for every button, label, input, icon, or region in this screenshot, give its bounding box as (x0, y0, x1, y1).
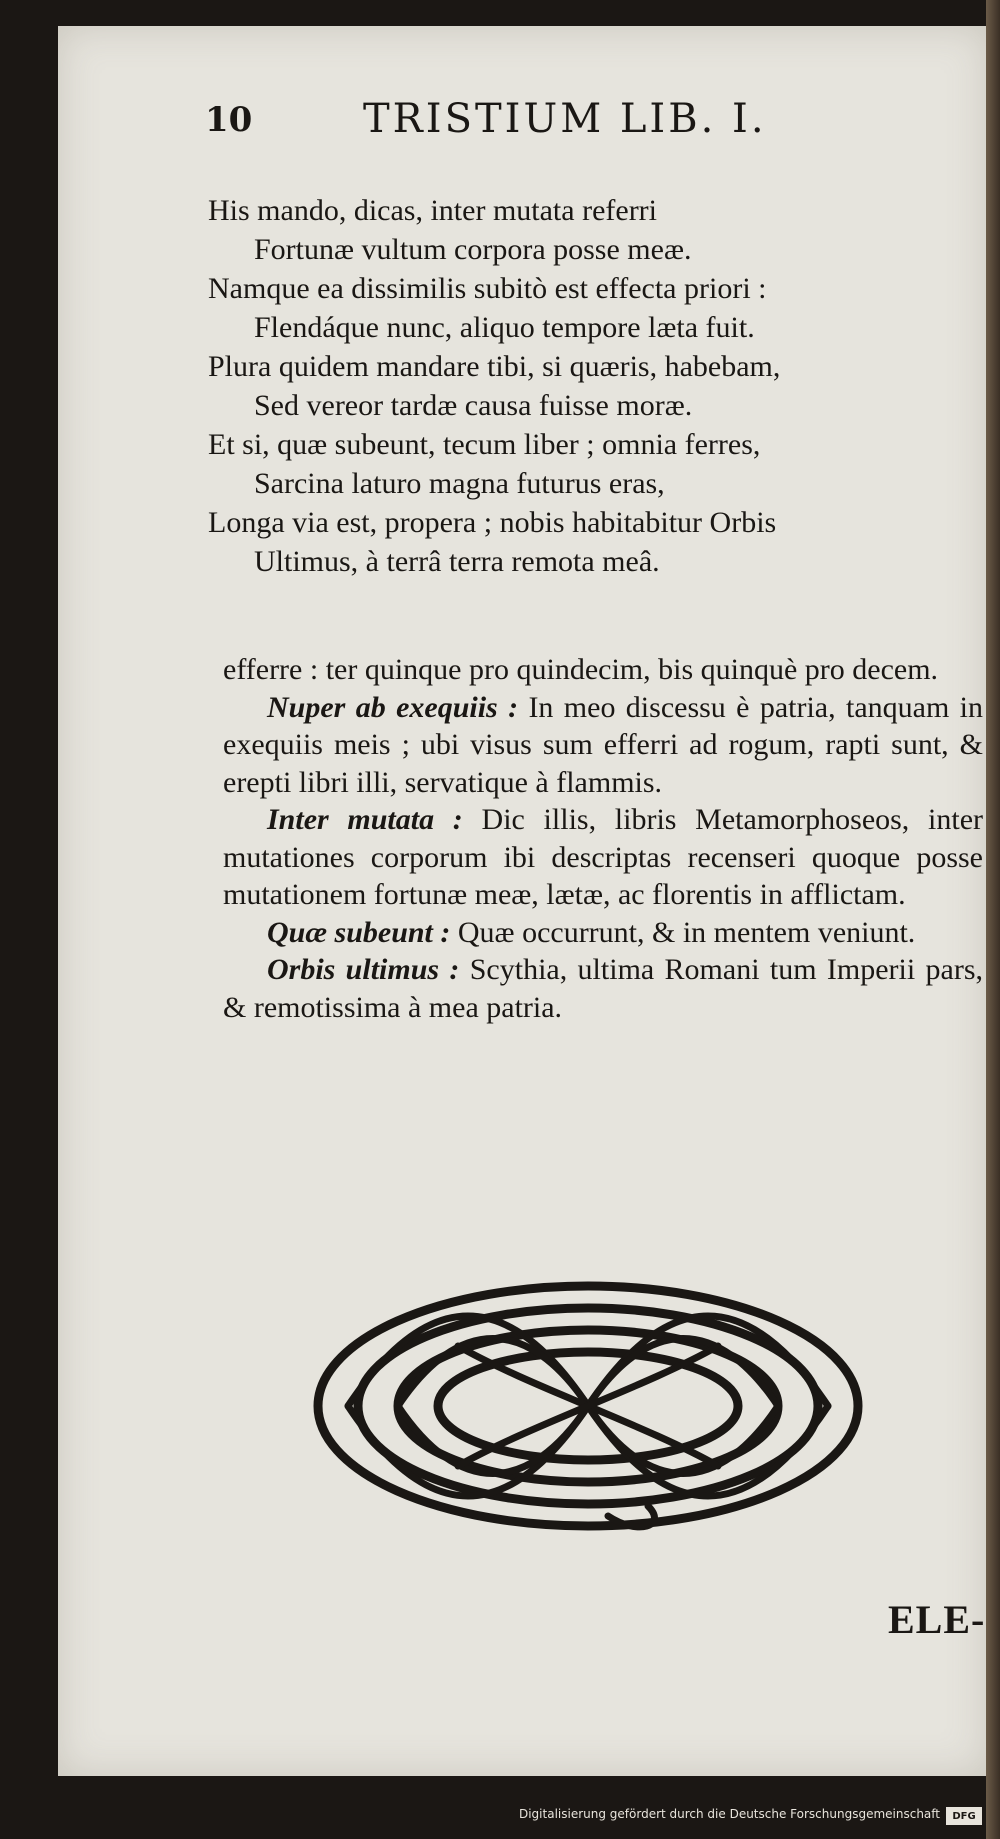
page-header (58, 78, 988, 148)
note-text: efferre : ter quinque pro quindecim, bis quinquè pro decem. (223, 653, 939, 686)
verse-line: Ultimus, à terrâ terra remota meâ. (254, 545, 660, 578)
note-text: Quæ occurrunt, & in mentem veniunt. (450, 915, 916, 949)
verse-line: His mando, dicas, inter mutata referri (208, 194, 658, 227)
commentary-note (223, 801, 983, 914)
commentary-note (223, 951, 983, 1026)
verse-line: Namque ea dissimilis subitò est effecta priori : (208, 272, 767, 305)
note-lemma: Orbis ultimus : (267, 953, 460, 986)
verse-line: Sed vereor tardæ causa fuisse moræ. (254, 389, 693, 422)
verse-line: Et si, quæ subeunt, tecum liber ; omnia ferres, (208, 428, 761, 461)
catchword: ELE- (888, 1597, 986, 1642)
verse-line: Longa via est, propera ; nobis habitabitur Orbis (208, 506, 777, 539)
commentary-note (223, 689, 983, 802)
note-text: Scythia, ultima Romani tum Imperii pars, & remotissima à mea patria. (223, 953, 983, 1024)
note-lemma: Quæ subeunt : (267, 915, 451, 949)
note-lemma: Inter mutata : (267, 803, 463, 836)
verse-block (208, 191, 988, 581)
note-text: In meo discessu è patria, tanquam in exequiis meis ; ubi visus sum efferri ad rogum, rapti sunt, & erepti libri illi, servatique à flammis. (223, 690, 983, 799)
dfg-logo: DFG (946, 1807, 982, 1825)
knotwork-ornament-icon (308, 1266, 868, 1546)
commentary-note (223, 651, 983, 689)
note-text: Dic illis, libris Metamorphoseos, inter mutationes corporum ibi descriptas recenseri quoque posse mutationem fortunæ meæ, lætæ, ac florentis in afflictam. (223, 803, 984, 911)
book-edge (986, 0, 1000, 1839)
verse-line: Fortunæ vultum corpora posse meæ. (254, 233, 692, 266)
running-title: TRISTIUM LIB. I. (363, 96, 767, 142)
note-lemma: Nuper ab exequiis : (267, 690, 519, 724)
digitization-credit: Digitalisierung gefördert durch die Deutsche Forschungsgemeinschaft (518, 1807, 940, 1821)
verse-line: Flendáque nunc, aliquo tempore læta fuit. (254, 311, 755, 344)
verse-line: Sarcina laturo magna futurus eras, (254, 467, 665, 500)
verse-line: Plura quidem mandare tibi, si quæris, habebam, (208, 350, 781, 383)
commentary-notes (223, 651, 983, 1026)
book-page (58, 26, 988, 1776)
commentary-note (223, 914, 983, 952)
page-number: 10 (205, 100, 253, 140)
